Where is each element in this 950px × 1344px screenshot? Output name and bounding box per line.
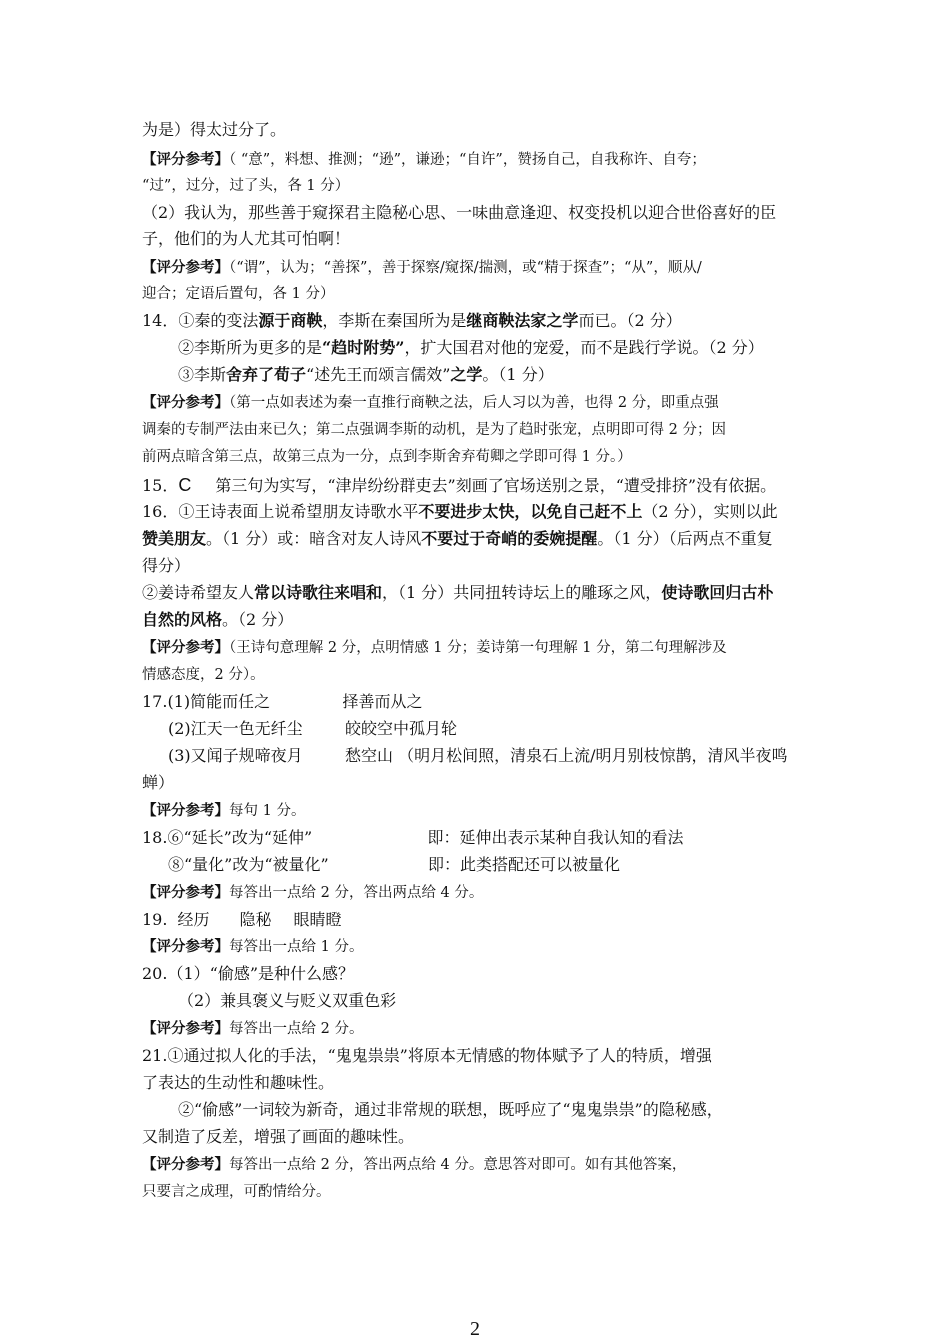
ref-heading: 【评分参考】 [142,938,229,955]
ref-text: 每句 1 分。 [229,803,306,819]
ref-heading: 【评分参考】 [142,639,229,656]
question-14-point-3 [178,365,554,385]
text: ①秦的变法 [178,311,259,330]
key-phrase: 之学 [450,365,483,384]
answer-word: 经历 [177,910,210,929]
question-16-line-2 [142,529,773,549]
question-21-line-4: 又制造了反差，增强了画面的趣味性。 [142,1127,415,1146]
question-20-line-1 [142,964,354,984]
question-number: 16． [142,502,179,521]
scoring-reference-cont: 前两点暗含第三点，故第三点为一分，点到李斯舍弃荀卿之学即可得 1 分。） [142,449,632,465]
key-phrase: 继商鞅法家之学 [466,311,579,330]
translation-2-cont: 子，他们的为人尤其可怕啊！ [142,229,351,248]
question-21-line-1 [142,1046,712,1066]
scoring-reference [142,1019,363,1039]
text: ⑥“延长”改为“延伸” [167,828,313,847]
question-18-row-2 [168,855,620,875]
scoring-reference-cont: 情感态度，2 分）。 [142,667,265,683]
ref-text: （第一点如表述为秦一直推行商鞅之法，后人习以为善，也得 2 分，即重点强 [229,395,719,411]
scoring-reference [142,937,363,957]
text: 。（2 分） [222,610,294,629]
question-18-row-1 [142,828,683,848]
scoring-reference-cont: 迎合；定语后置句，各 1 分） [142,286,335,302]
ref-heading: 【评分参考】 [142,151,229,168]
ref-heading: 【评分参考】 [142,1156,229,1173]
key-phrase: 使诗歌回归古朴 [661,583,774,602]
text: (3)又闻子规啼夜月 [168,746,303,765]
question-number: 18. [142,828,168,847]
key-phrase: 赞美朋友 [142,529,207,548]
text-line: 为是）得太过分了。 [142,120,287,139]
question-number: 21. [142,1046,168,1065]
key-phrase: 不要过于奇峭的委婉提醒 [421,529,598,548]
text: ⑧“量化”改为“被量化” [168,855,329,874]
question-16-line-1 [142,502,778,522]
scoring-reference [142,150,706,170]
ref-heading: 【评分参考】 [142,1020,229,1037]
key-phrase: 常以诗歌往来唱和 [254,583,383,602]
text: (1)简能而任之 [167,692,271,711]
text: ①王诗表面上说希望朋友诗歌水平 [178,502,419,521]
text: ，扩大国君对他的宠爱，而不是践行学说。（2 分） [404,338,764,357]
ref-text: 每答出一点给 2 分，答出两点给 4 分。 [229,885,484,901]
answer-word: 隐秘 [239,910,272,929]
text: ②李斯所为更多的是 [178,338,323,357]
text: ，李斯在秦国所为是 [322,311,467,330]
scoring-reference [142,393,719,413]
question-16-line-4 [142,583,773,603]
question-14-point-2 [178,338,764,358]
text: “述先王而颂言儒效” [306,365,451,384]
question-16-line-3: 得分） [142,556,191,575]
ref-text: （“谓”，认为；“善探”，善于探察/窥探/揣测，或“精于探查”；“从”，顺从/ [229,260,702,276]
ref-heading: 【评分参考】 [142,802,229,819]
scoring-reference-cont: “过”，过分，过了头，各 1 分） [142,178,350,194]
text: 。（1 分） [482,365,554,384]
scoring-reference [142,801,305,821]
text: 。（1 分）（后两点不重复 [597,529,773,548]
scoring-reference-cont: 只要言之成理，可酌情给分。 [142,1184,331,1200]
key-phrase: 源于商鞅 [258,311,323,330]
page-number: 2 [470,1318,480,1340]
translation-2: （2）我认为，那些善于窥探君主隐秘心思、一味曲意逢迎、权变投机以迎合世俗喜好的臣 [142,203,777,222]
question-20-line-2: （2）兼具褒义与贬义双重色彩 [178,991,397,1010]
ref-text: 每答出一点给 2 分，答出两点给 4 分。意思答对即可。如有其他答案， [229,1157,687,1173]
scoring-reference-cont: 调秦的专制严法由来已久；第二点强调李斯的动机，是为了趋时张宠，点明即可得 2 分；因 [142,422,726,438]
question-number: 15． [142,476,179,495]
question-21-line-2: 了表达的生动性和趣味性。 [142,1073,335,1092]
question-17-row-1 [142,692,422,712]
text: （2 分），实则以此 [642,502,778,521]
question-17-row-3 [168,746,787,766]
ref-text: （王诗句意理解 2 分，点明情感 1 分；姜诗第一句理解 1 分，第二句理解涉及 [229,640,727,656]
scoring-reference [142,638,727,658]
text: 即：延伸出表示某种自我认知的看法 [427,828,684,847]
answer-word: 眼睛瞪 [293,910,342,929]
key-phrase: 舍弃了荀子 [226,365,307,384]
key-phrase: 不要进步太快，以免自己赶不上 [418,502,643,521]
text: 择善而从之 [342,692,423,711]
ref-heading: 【评分参考】 [142,884,229,901]
ref-heading: 【评分参考】 [142,259,229,276]
question-21-line-3: ②“偷感”一词较为新奇，通过非常规的联想，既呼应了“鬼鬼祟祟”的隐秘感， [178,1100,723,1119]
ref-text: 每答出一点给 1 分。 [229,939,364,955]
question-number: 14． [142,311,179,330]
text: (2)江天一色无纤尘 [168,719,303,738]
ref-heading: 【评分参考】 [142,394,229,411]
key-phrase: “趋时附势” [322,338,405,357]
ref-text: 每答出一点给 2 分。 [229,1021,364,1037]
scoring-reference [142,258,702,278]
question-14-point-1 [142,311,682,331]
question-19 [142,910,342,930]
question-number: 17. [142,692,168,711]
scoring-reference [142,883,483,903]
question-15 [142,475,776,496]
text: ，（1 分）共同扭转诗坛上的雕琢之风， [382,583,662,602]
question-number: 20. [142,964,168,983]
key-phrase: 自然的风格 [142,610,223,629]
answer-choice: C [178,475,192,495]
question-17-row-3-cont: 蝉） [142,773,175,792]
text: （1）“偷感”是种什么感？ [167,964,354,983]
text: 即：此类搭配还可以被量化 [428,855,621,874]
ref-text: （ “意”，料想、推测；“逊”，谦逊；“自许”，赞扬自己，自我称许、自夸； [229,152,706,168]
question-17-row-2 [168,719,457,739]
text: 而已。（2 分） [578,311,682,330]
text: ②姜诗希望友人 [142,583,255,602]
question-number: 19. [142,910,168,929]
text: 第三句为实写，“津岸纷纷群吏去”刻画了官场送别之景，“遭受排挤”没有依据。 [215,476,777,495]
scoring-reference [142,1155,686,1175]
text: 。（1 分）或：暗含对友人诗风 [206,529,422,548]
text: ③李斯 [178,365,227,384]
question-16-line-5 [142,610,293,630]
text: 愁空山 （明月松间照，清泉石上流/明月别枝惊鹊，清风半夜鸣 [345,746,788,765]
text: 皎皎空中孤月轮 [345,719,458,738]
text: ①通过拟人化的手法，“鬼鬼祟祟”将原本无情感的物体赋予了人的特质，增强 [167,1046,712,1065]
